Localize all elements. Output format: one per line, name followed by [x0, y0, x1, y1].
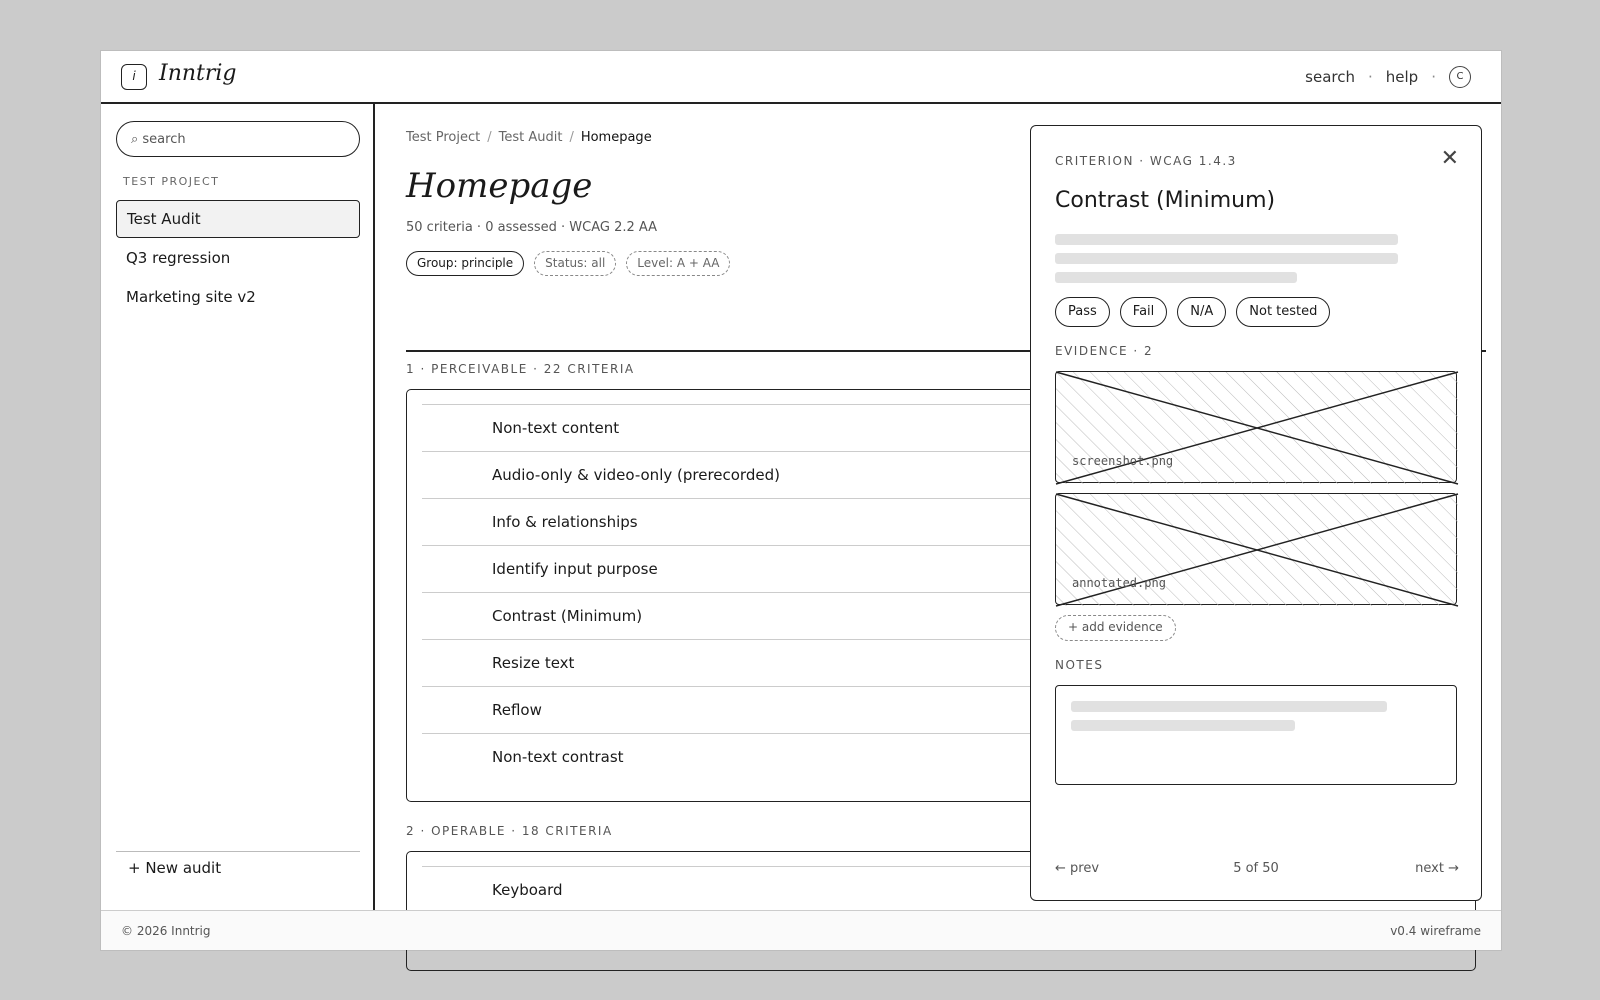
footer-version: v0.4 wireframe	[1390, 924, 1481, 938]
evidence-filename: screenshot.png	[1072, 454, 1174, 468]
nav-separator: ·	[1431, 68, 1436, 86]
breadcrumb-separator: /	[487, 130, 492, 145]
filter-chips	[406, 251, 730, 276]
page-subtitle: 50 criteria · 0 assessed · WCAG 2.2 AA	[406, 220, 658, 235]
search-link[interactable]: search	[1305, 68, 1355, 86]
criterion-label: Identify input purpose	[492, 560, 658, 578]
brand-name: Inntrig	[159, 61, 237, 86]
criterion-label: Non-text content	[492, 419, 620, 437]
evidence-label: EVIDENCE · 2	[1055, 344, 1154, 358]
criterion-label: Reflow	[492, 701, 542, 719]
description-placeholder-line	[1055, 253, 1398, 264]
page-title: Homepage	[406, 166, 593, 206]
filter-group-chip[interactable]: Group: principle	[406, 251, 524, 276]
status-fail-button[interactable]: Fail	[1120, 297, 1167, 327]
breadcrumb	[406, 130, 652, 145]
criterion-label: Resize text	[492, 654, 575, 672]
status-options	[1055, 297, 1330, 327]
criterion-position: 5 of 50	[1233, 861, 1279, 876]
breadcrumb-project[interactable]: Test Project	[406, 130, 481, 145]
criterion-label: Keyboard	[492, 881, 563, 899]
evidence-filename: annotated.png	[1072, 576, 1166, 590]
sidebar-item-test-audit[interactable]: Test Audit	[116, 200, 360, 238]
criterion-label: Audio-only & video-only (prerecorded)	[492, 466, 780, 484]
status-pass-button[interactable]: Pass	[1055, 297, 1110, 327]
sidebar-item-q3-regression[interactable]: Q3 regression	[126, 249, 231, 267]
criterion-title: Contrast (Minimum)	[1055, 188, 1276, 213]
notes-label: NOTES	[1055, 658, 1104, 672]
filter-level-chip[interactable]: Level: A + AA	[626, 251, 730, 276]
criterion-eyebrow: CRITERION · WCAG 1.4.3	[1055, 154, 1237, 168]
nav-separator: ·	[1368, 68, 1373, 86]
notes-placeholder-line	[1071, 720, 1295, 731]
top-bar	[101, 51, 1501, 104]
project-label: TEST PROJECT	[123, 175, 220, 188]
sidebar-item-marketing-site[interactable]: Marketing site v2	[126, 288, 256, 306]
description-placeholder-line	[1055, 234, 1398, 245]
criterion-label: Non-text contrast	[492, 748, 624, 766]
evidence-thumbnail[interactable]	[1055, 371, 1457, 483]
breadcrumb-separator: /	[569, 130, 574, 145]
evidence-thumbnail[interactable]	[1055, 493, 1457, 605]
notes-textarea[interactable]	[1055, 685, 1457, 785]
help-link[interactable]: help	[1385, 68, 1419, 86]
new-audit-button[interactable]: + New audit	[128, 859, 222, 877]
group-label-perceivable: 1 · PERCEIVABLE · 22 CRITERIA	[406, 362, 635, 376]
criterion-detail-panel	[1030, 125, 1482, 901]
logo-icon: i	[121, 64, 147, 90]
sidebar-search-input[interactable]: ⌕ search	[116, 121, 360, 157]
status-not-tested-button[interactable]: Not tested	[1236, 297, 1330, 327]
sidebar-divider	[116, 851, 360, 852]
footer-copyright: © 2026 Inntrig	[121, 924, 211, 938]
add-evidence-button[interactable]: + add evidence	[1055, 615, 1176, 641]
status-na-button[interactable]: N/A	[1177, 297, 1226, 327]
footer	[101, 910, 1501, 950]
next-criterion-button[interactable]: next →	[1415, 861, 1459, 876]
top-nav	[1305, 66, 1471, 88]
group-label-operable: 2 · OPERABLE · 18 CRITERIA	[406, 824, 613, 838]
prev-criterion-button[interactable]: ← prev	[1055, 861, 1100, 876]
avatar[interactable]: C	[1449, 66, 1471, 88]
description-placeholder-line	[1055, 272, 1297, 283]
breadcrumb-audit[interactable]: Test Audit	[498, 130, 563, 145]
sidebar	[101, 104, 375, 910]
breadcrumb-current: Homepage	[580, 130, 652, 145]
notes-placeholder-line	[1071, 701, 1387, 712]
close-icon[interactable]: ✕	[1440, 146, 1459, 171]
filter-status-chip[interactable]: Status: all	[534, 251, 616, 276]
criterion-label: Contrast (Minimum)	[492, 607, 643, 625]
criterion-label: Info & relationships	[492, 513, 638, 531]
